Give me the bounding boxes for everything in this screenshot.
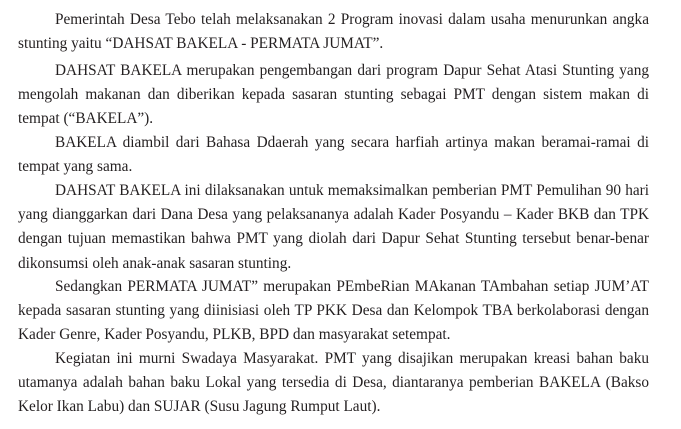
paragraph-dahsat-bakela: DAHSAT BAKELA merupakan pengembangan dari program Dapur Sehat Atasi Stunting yang mengolah makanan dan diberikan kepada sasaran stunting sebagai PMT dengan sistem makan di tempat (“BAKELA”). (18, 62, 649, 128)
paragraph-permata-jumat: Sedangkan PERMATA JUMAT” merupakan PEmbeRian MAkanan TAmbahan setiap JUM’AT kepada sasaran stunting yang diinisiasi oleh TP PKK Desa dan Kelompok TBA berkolaborasi dengan Kader Genre, Kader Posyandu, PLKB, BPD dan masyarakat setempat. (18, 278, 649, 344)
paragraph-program-inovasi: Pemerintah Desa Tebo telah melaksanakan 2 Program inovasi dalam usaha menurunkan angka stunting yaitu “DAHSAT BAKELA - PERMATA JUMAT”. (18, 11, 649, 53)
paragraph-bakela-meaning: BAKELA diambil dari Bahasa Ddaerah yang secara harfiah artinya makan beramai-ramai di tempat yang sama. (18, 134, 649, 176)
paragraph-pmt-pemulihan: DAHSAT BAKELA ini dilaksanakan untuk memaksimalkan pemberian PMT Pemulihan 90 hari yang dianggarkan dari Dana Desa yang pelaksananya adalah Kader Posyandu – Kader BKB dan TPK dengan tujuan memastikan bahwa PMT yang diolah dari Dapur Sehat Stunting tersebut benar-benar dikonsumsi oleh anak-anak sasaran stunting. (18, 182, 649, 272)
paragraph-swadaya-masyarakat: Kegiatan ini murni Swadaya Masyarakat. PMT yang disajikan merupakan kreasi bahan baku utamanya adalah bahan baku Lokal yang tersedia di Desa, diantaranya pemberian BAKELA (Bakso Kelor Ikan Labu) dan SUJAR (Susu Jagung Rumput Laut). (18, 350, 649, 416)
